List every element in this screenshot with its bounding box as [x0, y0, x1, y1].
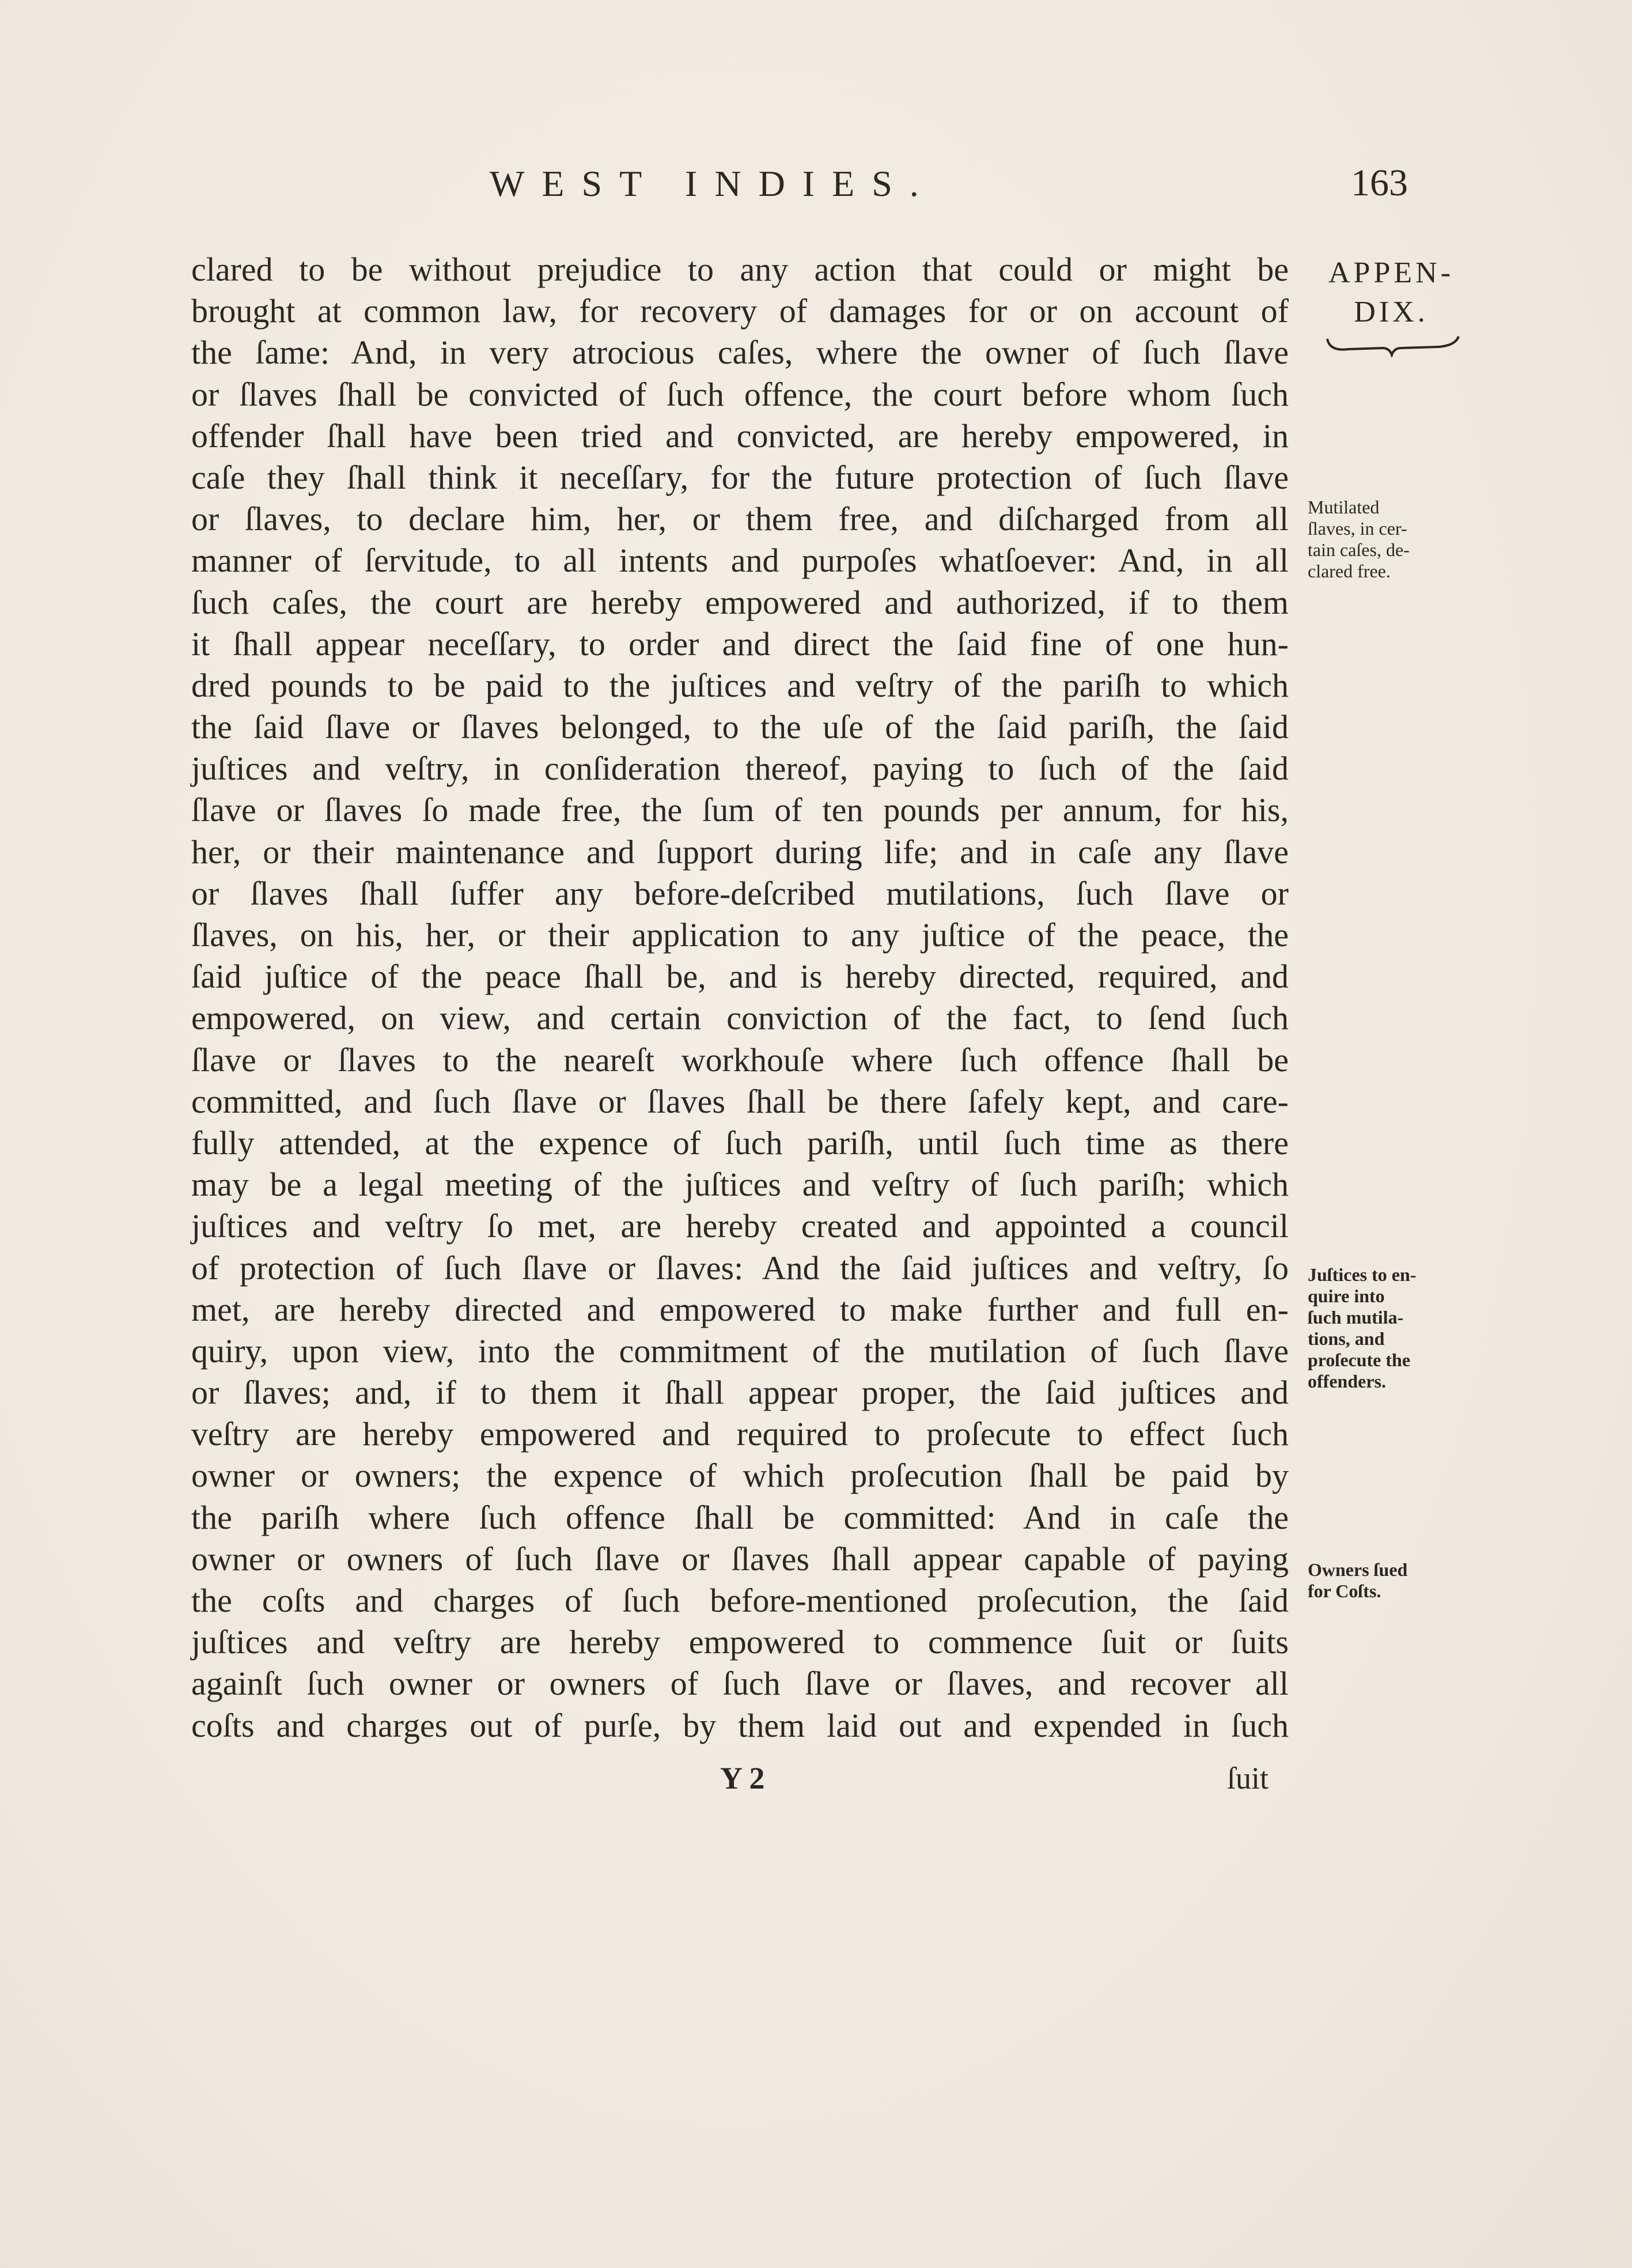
text-line: or ſlaves ſhall ſuffer any before-deſcribed mutilations, ſuch ſlave or [191, 874, 1289, 912]
text-line: caſe they ſhall think it neceſſary, for the future protection of ſuch ſlave [191, 458, 1289, 496]
text-line: the ſaid ſlave or ſlaves belonged, to the uſe of the ſaid pariſh, the ſaid [191, 708, 1289, 746]
catchword: ſuit [1227, 1761, 1269, 1795]
margin-note-line: offenders. [1308, 1371, 1386, 1392]
text-line: or ſlaves, to declare him, her, or them free, and diſcharged from all [191, 500, 1289, 538]
margin-note-line: Juſtices to en- [1308, 1264, 1417, 1285]
margin-note-line: ſuch mutila- [1308, 1307, 1404, 1328]
text-line: owner or owners; the expence of which proſecution ſhall be paid by [191, 1457, 1289, 1495]
text-line: empowered, on view, and certain conviction of the fact, to ſend ſuch [191, 999, 1289, 1037]
text-line: or ſlaves ſhall be convicted of ſuch offence, the court before whom ſuch [191, 375, 1289, 413]
signature-mark: Y 2 [720, 1761, 765, 1795]
margin-note-justices [1308, 1264, 1475, 1392]
text-line: ſuch caſes, the court are hereby empowered and authorized, if to them [191, 583, 1289, 621]
text-line: juſtices and veſtry, in conſideration thereof, paying to ſuch of the ſaid [191, 750, 1289, 788]
text-line: the ſame: And, in very atrocious caſes, where the owner of ſuch ſlave [191, 334, 1289, 372]
text-line: veſtry are hereby empowered and required to proſecute to effect ſuch [191, 1415, 1289, 1453]
text-line: clared to be without prejudice to any action that could or might be [191, 251, 1289, 288]
margin-note-line: proſecute the [1308, 1350, 1411, 1370]
margin-note-line: quire into [1308, 1286, 1385, 1306]
margin-note-mutilated [1308, 497, 1475, 582]
appendix-label-line: APPEN- [1328, 256, 1455, 289]
appendix-label [1316, 254, 1466, 332]
text-line: manner of ſervitude, to all intents and purpoſes whatſoever: And, in all [191, 542, 1289, 580]
text-line: met, are hereby directed and empowered to make further and full en- [191, 1290, 1289, 1328]
text-line: juſtices and veſtry are hereby empowered to commence ſuit or ſuits [191, 1623, 1289, 1661]
margin-note-line: tain caſes, de- [1308, 539, 1410, 560]
text-line: ſlave or ſlaves to the neareſt workhouſe where ſuch offence ſhall be [191, 1041, 1289, 1079]
text-line: the pariſh where ſuch offence ſhall be committed: And in caſe the [191, 1498, 1289, 1536]
margin-note-line: Mutilated [1308, 497, 1380, 517]
text-line: fully attended, at the expence of ſuch pariſh, until ſuch time as there [191, 1124, 1289, 1162]
margin-note-line: tions, and [1308, 1328, 1385, 1349]
margin-note-line: clared free. [1308, 561, 1391, 581]
page-number: 163 [1351, 162, 1408, 204]
margin-note-line: Owners ſued [1308, 1559, 1408, 1580]
body-text [191, 249, 1289, 1747]
text-line: of protection of ſuch ſlave or ſlaves: And the ſaid juſtices and veſtry, ſo [191, 1249, 1289, 1287]
text-line: it ſhall appear neceſſary, to order and direct the ſaid fine of one hun- [191, 625, 1289, 663]
margin-note-line: ſlaves, in cer- [1308, 518, 1407, 539]
text-line: committed, and ſuch ſlave or ſlaves ſhall be there ſafely kept, and care- [191, 1082, 1289, 1120]
text-line: ſlaves, on his, her, or their application to any juſtice of the peace, the [191, 916, 1289, 954]
text-line: ſlave or ſlaves ſo made free, the ſum of ten pounds per annum, for his, [191, 791, 1289, 829]
margin-note-line: for Coſts. [1308, 1581, 1381, 1601]
text-line: or ſlaves; and, if to them it ſhall appear proper, the ſaid juſtices and [191, 1374, 1289, 1412]
text-line: ſaid juſtice of the peace ſhall be, and is hereby directed, required, and [191, 958, 1289, 996]
brace-ornament [1325, 334, 1463, 357]
margin-note-owners [1308, 1559, 1475, 1602]
running-head: WEST INDIES. [490, 163, 936, 204]
appendix-label-line: DIX. [1354, 296, 1429, 328]
text-line: the coſts and charges of ſuch before-mentioned proſecution, the ſaid [191, 1582, 1289, 1619]
text-line: quiry, upon view, into the commitment of the mutilation of ſuch ſlave [191, 1332, 1289, 1370]
text-line: offender ſhall have been tried and convicted, are hereby empowered, in [191, 417, 1289, 455]
text-line: coſts and charges out of purſe, by them laid out and expended in ſuch [191, 1706, 1289, 1744]
text-line: juſtices and veſtry ſo met, are hereby created and appointed a council [191, 1207, 1289, 1245]
text-line: brought at common law, for recovery of damages for or on account of [191, 292, 1289, 330]
text-line: her, or their maintenance and ſupport during life; and in caſe any ſlave [191, 833, 1289, 871]
text-line: may be a legal meeting of the juſtices and veſtry of ſuch pariſh; which [191, 1166, 1289, 1204]
text-line: againſt ſuch owner or owners of ſuch ſlave or ſlaves, and recover all [191, 1665, 1289, 1703]
text-line: owner or owners of ſuch ſlave or ſlaves ſhall appear capable of paying [191, 1540, 1289, 1578]
text-line: dred pounds to be paid to the juſtices and veſtry of the pariſh to which [191, 666, 1289, 704]
